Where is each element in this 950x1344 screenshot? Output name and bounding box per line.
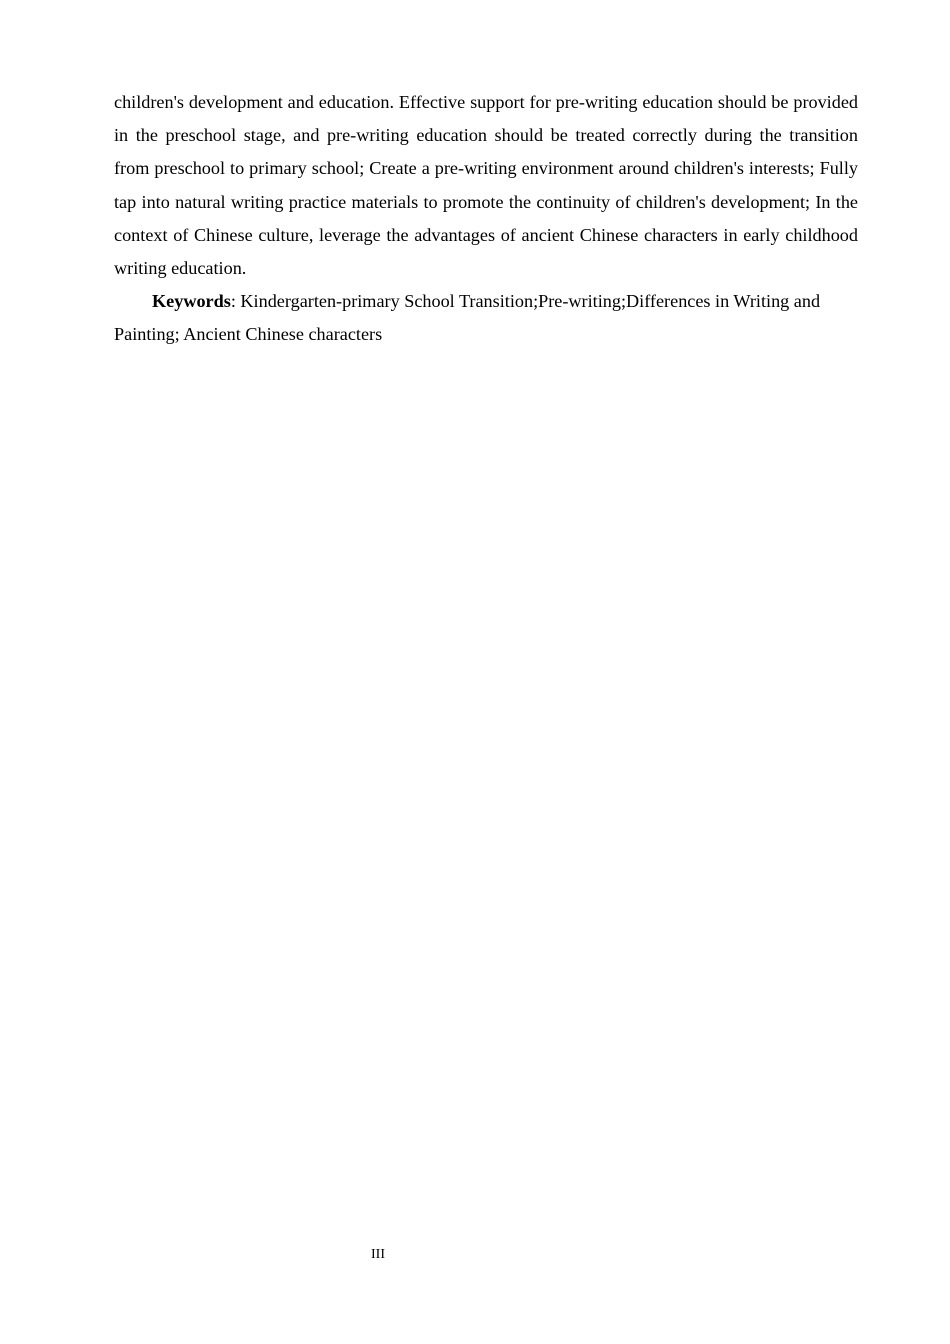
keywords-text: Kindergarten-primary School Transition;Pre-writing;Differences in Writing and Painting; Ancient Chinese characters <box>114 291 821 345</box>
keywords-separator: : <box>230 291 241 311</box>
abstract-paragraph: children's development and education. Effective support for pre-writing education should be provided in the preschool stage, and pre-writing education should be treated correctly during the transition from preschool to primary school; Create a pre-writing environment around children's interests; Fully tap into natural writing practice materials to promote the continuity of children's development; In the context of Chinese culture, leverage the advantages of ancient Chinese characters in early childhood writing education. <box>114 92 858 279</box>
page-number: III <box>371 1247 385 1262</box>
keywords-label: Keywords <box>152 291 231 311</box>
keywords-line <box>114 285 858 351</box>
